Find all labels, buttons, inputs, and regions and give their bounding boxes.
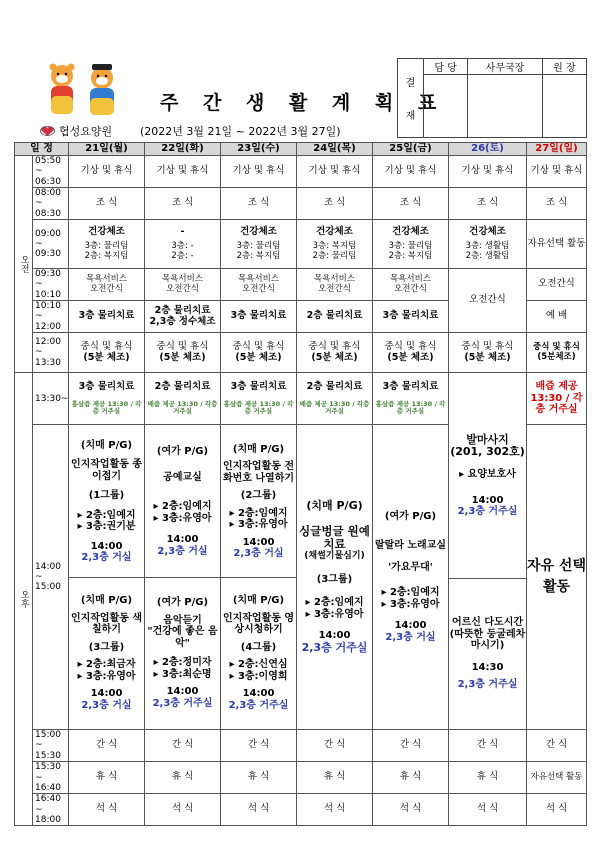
prog-staff-2f: ▸ 2층:임예지 xyxy=(153,501,212,513)
row-breakfast xyxy=(15,188,587,220)
wed-program-2 xyxy=(221,578,296,728)
prog-place: 2,3층 거주실 xyxy=(152,697,213,709)
lunch-exercise: (5분 체조) xyxy=(159,351,206,363)
prog-time: 14:00 xyxy=(90,540,123,552)
prog-staff-3f: ▸ 3층:유영아 xyxy=(381,598,440,610)
sat1-room: (201, 302호) xyxy=(450,445,525,459)
prog-staff-2f: ▸ 2층:정미자 xyxy=(153,657,212,669)
time-rest: 15:30 ~ 16:40 xyxy=(33,762,69,794)
prog-type: (치매 P/G) xyxy=(232,595,285,607)
cell-dinner: 석 식 xyxy=(221,794,297,826)
am-snack: 오전간식 xyxy=(394,283,427,294)
cell-snack-pm: 간 식 xyxy=(449,730,527,762)
prog-place: 2,3층 거실 xyxy=(81,552,132,564)
day-header-mon: 21일(월) xyxy=(69,143,145,156)
prog-time: 14:00 xyxy=(166,686,199,698)
time-snack-am: 09:30 ~ 10:10 xyxy=(33,269,69,301)
drink-note: 흥삼즙 제공 13:30 / 각층 거주실 xyxy=(71,399,142,416)
prog-place: 2,3층 거실 xyxy=(385,631,436,643)
cell-lunch xyxy=(297,333,373,373)
lunch-exercise: (5분 체조) xyxy=(464,351,511,363)
prog-staff-3f: ▸ 3층:권기분 xyxy=(77,521,136,533)
cell-pt-pm xyxy=(297,373,373,425)
row-pt-pm xyxy=(15,373,587,425)
cell-snack-am xyxy=(373,269,449,301)
exercise-3f: 3층: 생활팀 xyxy=(465,240,510,251)
sat1-place: 2,3층 거주실 xyxy=(457,506,518,518)
time-rehab: 10:10 ~ 12:00 xyxy=(33,301,69,333)
pt-title: 3층 물리치료 xyxy=(230,380,287,392)
cell-wake: 기상 및 휴식 xyxy=(221,156,297,188)
cell-dinner: 석 식 xyxy=(297,794,373,826)
cell-wake-sun: 기상 및 휴식 xyxy=(527,156,587,188)
prog-place: 2,3층 거주실 xyxy=(301,640,368,654)
cell-wake: 기상 및 휴식 xyxy=(373,156,449,188)
day-header-wed: 23일(수) xyxy=(221,143,297,156)
prog-type: (치매 P/G) xyxy=(80,439,133,451)
exercise-2f: 2층: 복지팀 xyxy=(388,250,433,261)
approval-side-top: 결 xyxy=(405,78,416,89)
day-header-sun: 27일(일) xyxy=(527,143,587,156)
sat-foot-massage xyxy=(449,373,526,579)
prog-staff-2f: ▸ 2층:임예지 xyxy=(77,509,136,521)
page-title: 주 간 생 활 계 획 표 xyxy=(160,92,446,114)
cell-snack-pm: 간 식 xyxy=(221,730,297,762)
prog-place: 2,3층 거실 xyxy=(233,548,284,560)
bath-service: 목욕서비스 xyxy=(389,273,432,284)
sat1-staff: ▸ 요양보호사 xyxy=(459,469,516,481)
cell-wake: 기상 및 휴식 xyxy=(145,156,221,188)
time-lunch: 12:00 ~ 13:30 xyxy=(33,333,69,373)
cell-snack-pm: 간 식 xyxy=(297,730,373,762)
cell-lunch xyxy=(449,333,527,373)
sat1-title: 발마사지 xyxy=(466,432,509,446)
period-am xyxy=(15,156,33,373)
prog-time: 14:00 xyxy=(242,536,275,548)
organization-label xyxy=(40,123,112,139)
time-column-header: 일 정 xyxy=(15,143,69,156)
cell-pt-pm-sun: 배즙 제공 13:30 / 각층 거주실 xyxy=(527,373,587,425)
day-header-fri: 25일(금) xyxy=(373,143,449,156)
cell-pt-pm xyxy=(221,373,297,425)
exercise-2f: 2층: 복지팀 xyxy=(236,250,281,261)
am-snack: 오전간식 xyxy=(242,283,275,294)
approval-side-bottom: 재 xyxy=(405,111,416,122)
prog-type: (여가 P/G) xyxy=(156,597,209,609)
mon-program-2 xyxy=(69,578,144,728)
prog-title: 인지작업활동 종이접기 xyxy=(70,459,143,482)
exercise-3f: 3층: 물리팀 xyxy=(84,240,129,251)
prog-type: (치매 P/G) xyxy=(80,595,133,607)
sat2-title: 어르신 다도시간 xyxy=(451,617,524,629)
cell-dinner: 석 식 xyxy=(145,794,221,826)
approval-sign-staff[interactable] xyxy=(424,75,468,138)
prog-staff-3f: ▸ 3층:최순명 xyxy=(153,668,212,680)
cell-exercise xyxy=(449,220,527,269)
cell-rest: 휴 식 xyxy=(69,762,145,794)
sat2-place: 2,3층 거주실 xyxy=(457,679,518,691)
cell-breakfast: 조 식 xyxy=(297,188,373,220)
prog-place: 2,3층 거주실 xyxy=(228,699,289,711)
prog-staff-3f: ▸ 3층:유영아 xyxy=(229,519,288,531)
cell-rehab-sun: 예 배 xyxy=(527,301,587,333)
prog-time: 14:00 xyxy=(318,630,351,642)
cell-pt-pm xyxy=(69,373,145,425)
cell-wake: 기상 및 휴식 xyxy=(297,156,373,188)
prog-type: (여가 P/G) xyxy=(156,446,209,458)
cell-exercise xyxy=(145,220,221,269)
prog-staff-2f: ▸ 2층:최금자 xyxy=(77,659,136,671)
prog-title: 랄랄라 노래교실 xyxy=(374,540,447,552)
prog-group: (1그룹) xyxy=(88,490,125,502)
prog-group: (4그룹) xyxy=(240,641,277,653)
exercise-2f: 2층: 복지팀 xyxy=(84,250,129,261)
prog-subtitle: '가요무대' xyxy=(388,561,433,573)
cell-pt-pm xyxy=(373,373,449,425)
sat2-desc: (따뜻한 둥굴레차 마시기) xyxy=(449,628,526,652)
period-pm xyxy=(15,373,33,826)
prog-staff-3f: ▸ 3층:유영아 xyxy=(77,670,136,682)
cell-snack-am-sat: 오전간식 xyxy=(449,269,527,333)
sat1-time: 14:00 xyxy=(471,494,504,506)
cell-rest: 휴 식 xyxy=(373,762,449,794)
drink-note: 배즙 제공 13:30 / 각층 거주실 xyxy=(299,399,370,416)
row-snack-pm xyxy=(15,730,587,762)
lunch-exercise: (5분 체조) xyxy=(83,351,130,363)
cell-lunch xyxy=(221,333,297,373)
bath-service: 목욕서비스 xyxy=(237,273,280,284)
drink-note: 홍삼즙 제공 13:30 / 각층 거주실 xyxy=(375,399,446,416)
cell-dinner: 석 식 xyxy=(449,794,527,826)
cell-breakfast: 조 식 xyxy=(221,188,297,220)
cell-snack-am xyxy=(221,269,297,301)
tue-program-2 xyxy=(145,578,220,728)
tiger-mascots-image xyxy=(44,62,122,118)
prog-subtitle: (채썰기물심기) xyxy=(304,551,365,562)
time-snack-pm: 15:00 ~ 15:30 xyxy=(33,730,69,762)
prog-staff-3f: ▸ 3층:이영희 xyxy=(229,670,288,682)
lunch-text: 중식 및 휴식 xyxy=(156,340,209,352)
prog-group: (2그룹) xyxy=(240,490,277,502)
tiger-mascot-left xyxy=(50,64,75,115)
cell-snack-am xyxy=(69,269,145,301)
pt-title: 3층 물리치료 xyxy=(382,380,439,392)
prog-time: 14:00 xyxy=(166,534,199,546)
cell-rest: 휴 식 xyxy=(449,762,527,794)
cell-program-mon xyxy=(69,425,145,730)
cell-snack-am xyxy=(145,269,221,301)
am-snack: 오전간식 xyxy=(166,283,199,294)
row-wake xyxy=(15,156,587,188)
prog-staff-3f: ▸ 3층:유영아 xyxy=(153,512,212,524)
prog-type: (치매 P/G) xyxy=(232,443,285,455)
lunch-text: 중식 및 휴식 xyxy=(308,340,361,352)
cell-exercise xyxy=(297,220,373,269)
exercise-2f: 2층: 물리팀 xyxy=(312,250,357,261)
lunch-exercise: (5분 체조) xyxy=(387,351,434,363)
exercise-title: 건강체조 xyxy=(316,225,353,237)
prog-subtitle: "건강에 좋은 음악" xyxy=(147,626,218,649)
prog-type: (치매 P/G) xyxy=(306,499,363,513)
cell-lunch xyxy=(145,333,221,373)
cell-wake: 기상 및 휴식 xyxy=(69,156,145,188)
lunch-text: 중식 및 휴식 xyxy=(384,340,437,352)
period-label: (2022년 3월 21일 ~ 2022년 3월 27일) xyxy=(140,125,341,138)
approval-side-label xyxy=(398,59,424,138)
approval-sign-director[interactable] xyxy=(542,75,586,138)
drink-note: 배즙 제공 13:30 / 각층 거주실 xyxy=(147,399,218,416)
cell-dinner: 석 식 xyxy=(373,794,449,826)
exercise-3f: 3층: 물리팀 xyxy=(388,240,433,251)
cell-snack-pm: 간 식 xyxy=(145,730,221,762)
cell-exercise xyxy=(221,220,297,269)
am-snack: 오전간식 xyxy=(318,283,351,294)
cell-exercise-sun: 자유선택 활동 xyxy=(527,220,587,269)
row-lunch xyxy=(15,333,587,373)
cell-program-wed xyxy=(221,425,297,730)
time-pt-pm: 13:30~ xyxy=(33,373,69,425)
cell-program-sat xyxy=(449,373,527,730)
lunch-text: 중식 및 휴식 xyxy=(461,340,514,352)
cell-rest: 휴 식 xyxy=(297,762,373,794)
exercise-title: 건강체조 xyxy=(88,225,125,237)
exercise-title: 건강체조 xyxy=(392,225,429,237)
sat-tea-time xyxy=(449,579,526,729)
cell-exercise xyxy=(69,220,145,269)
wed-program-1 xyxy=(221,426,296,578)
cell-breakfast: 조 식 xyxy=(373,188,449,220)
prog-title: 공예교실 xyxy=(163,471,202,483)
prog-place: 2,3층 거실 xyxy=(81,699,132,711)
day-header-tue: 22일(화) xyxy=(145,143,221,156)
cell-exercise xyxy=(373,220,449,269)
pt-title: 2층 물리치료 xyxy=(154,380,211,392)
day-header-thu: 24일(목) xyxy=(297,143,373,156)
exercise-3f: 3층: - xyxy=(171,240,194,251)
cell-rehab: 2층 물리치료 xyxy=(297,301,373,333)
time-program: 14:00 ~ 15:00 xyxy=(33,425,69,730)
time-dinner: 16:40 ~ 18:00 xyxy=(33,794,69,826)
tiger-mascot-right xyxy=(90,64,114,115)
prog-time: 14:00 xyxy=(394,620,427,632)
day-header-sat: 26(토) xyxy=(449,143,527,156)
drink-note: 홍삼즙 제공 13:30 / 각층 거주실 xyxy=(223,399,294,416)
bath-service: 목욕서비스 xyxy=(85,273,128,284)
period-pm-label: 오후 xyxy=(18,590,29,609)
exercise-title: 건강체조 xyxy=(469,225,506,237)
cell-rehab: 2층 물리치료 2,3층 정수체조 xyxy=(145,301,221,333)
prog-place: 2,3층 거실 xyxy=(157,545,208,557)
cell-snack-am-sun: 오전간식 xyxy=(527,269,587,301)
cell-snack-pm: 간 식 xyxy=(373,730,449,762)
row-snack-am xyxy=(15,269,587,301)
prog-title: 싱글벙글 원예치료 xyxy=(299,523,370,552)
cell-program-thu xyxy=(297,425,373,730)
cell-breakfast: 조 식 xyxy=(69,188,145,220)
cell-rest: 휴 식 xyxy=(145,762,221,794)
cell-lunch xyxy=(373,333,449,373)
prog-staff-3f: ▸ 3층:유영아 xyxy=(305,608,364,620)
cell-dinner: 석 식 xyxy=(69,794,145,826)
lunch-text: 중식 및 휴식 xyxy=(232,340,285,352)
approval-box xyxy=(397,58,587,138)
cell-program-sun: 자유 선택 활동 xyxy=(527,425,587,730)
cell-snack-pm: 간 식 xyxy=(69,730,145,762)
prog-group: (3그룹) xyxy=(316,573,353,585)
prog-title: 인지작업활동 영상시청하기 xyxy=(222,612,295,636)
approval-col-staff: 담 당 xyxy=(424,59,468,75)
cell-rest: 휴 식 xyxy=(221,762,297,794)
approval-col-secretary: 사무국장 xyxy=(468,59,543,75)
row-dinner xyxy=(15,794,587,826)
approval-col-director: 원 장 xyxy=(542,59,586,75)
row-exercise xyxy=(15,220,587,269)
prog-title: 인지작업활동 전화번호 나열하기 xyxy=(222,461,295,484)
cell-rest-sun: 자유선택 활동 xyxy=(527,762,587,794)
exercise-title: 건강체조 xyxy=(240,225,277,237)
pt-title: 2층 물리치료 xyxy=(306,380,363,392)
cell-lunch xyxy=(69,333,145,373)
organization-name: 협성요양원 xyxy=(59,125,113,138)
cell-rehab: 3층 물리치료 xyxy=(221,301,297,333)
prog-type: (여가 P/G) xyxy=(384,510,437,522)
prog-staff-2f: ▸ 2층:임예지 xyxy=(305,597,364,609)
exercise-2f: 2층: - xyxy=(171,250,194,261)
cell-wake: 기상 및 휴식 xyxy=(449,156,527,188)
pt-title: 3층 물리치료 xyxy=(78,380,135,392)
tue-program-1 xyxy=(145,426,220,578)
prog-time: 14:00 xyxy=(242,688,275,700)
bath-service: 목욕서비스 xyxy=(161,273,204,284)
prog-title: 인지작업활동 색칠하기 xyxy=(70,612,143,636)
row-rest xyxy=(15,762,587,794)
cell-breakfast: 조 식 xyxy=(527,188,587,220)
cell-snack-am xyxy=(297,269,373,301)
cell-dinner: 석 식 xyxy=(527,794,587,826)
organization-logo-icon xyxy=(40,126,55,137)
prog-time: 14:00 xyxy=(90,688,123,700)
exercise-2f: 2층: 생활팀 xyxy=(465,250,510,261)
exercise-title: - xyxy=(180,225,185,237)
exercise-3f: 3층: 물리팀 xyxy=(236,240,281,251)
prog-staff-2f: ▸ 2층:임예지 xyxy=(229,507,288,519)
cell-program-tue xyxy=(145,425,221,730)
prog-title: 음악듣기 xyxy=(163,614,202,626)
period-am-label: 오전 xyxy=(18,255,29,274)
prog-staff-2f: ▸ 2층:신연심 xyxy=(229,659,288,671)
am-snack: 오전간식 xyxy=(90,283,123,294)
cell-breakfast: 조 식 xyxy=(145,188,221,220)
header-row xyxy=(15,143,587,156)
lunch-text: 중식 및 휴식 xyxy=(80,340,133,352)
weekly-schedule-table xyxy=(14,142,587,826)
cell-pt-pm xyxy=(145,373,221,425)
exercise-3f: 3층: 복지팀 xyxy=(312,240,357,251)
time-breakfast: 08:00 ~ 08:30 xyxy=(33,188,69,220)
prog-group: (3그룹) xyxy=(88,641,125,653)
cell-rehab: 3층 물리치료 xyxy=(373,301,449,333)
bath-service: 목욕서비스 xyxy=(313,273,356,284)
time-exercise: 09:00 ~ 09:30 xyxy=(33,220,69,269)
cell-lunch-sun: 중식 및 휴식 (5분체조) xyxy=(527,333,587,373)
cell-rehab: 3층 물리치료 xyxy=(69,301,145,333)
cell-breakfast: 조 식 xyxy=(449,188,527,220)
sat2-time: 14:30 xyxy=(471,661,504,673)
approval-sign-secretary[interactable] xyxy=(468,75,543,138)
cell-program-fri xyxy=(373,425,449,730)
mon-program-1 xyxy=(69,426,144,578)
lunch-exercise: (5분 체조) xyxy=(235,351,282,363)
time-wake: 05:50 ~ 06:30 xyxy=(33,156,69,188)
cell-snack-pm: 간 식 xyxy=(527,730,587,762)
lunch-exercise: (5분 체조) xyxy=(311,351,358,363)
prog-staff-2f: ▸ 2층:임예지 xyxy=(381,587,440,599)
